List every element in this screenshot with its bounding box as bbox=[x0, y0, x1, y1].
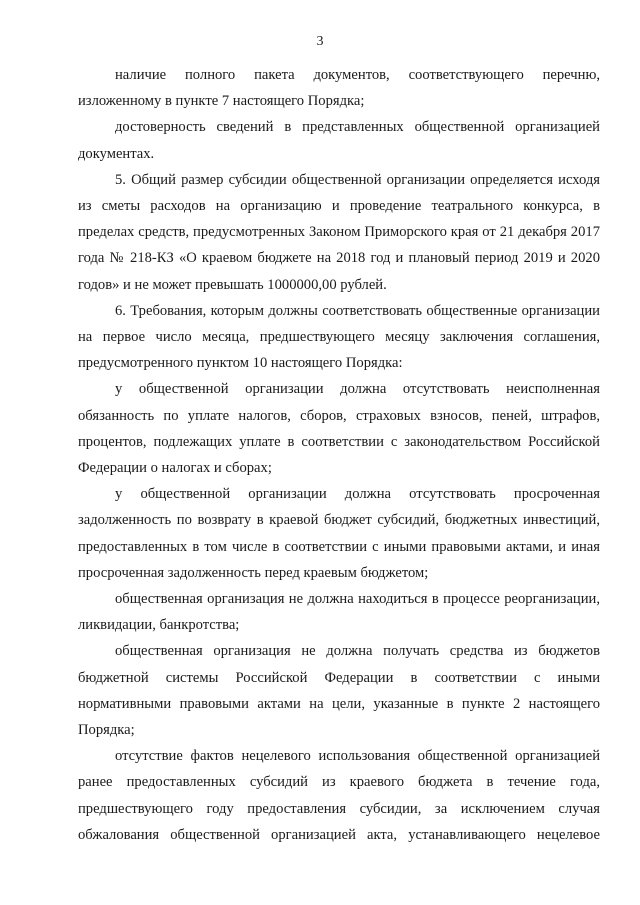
paragraph-no-overdue-debt: у общественной организации должна отсутствовать просроченная задолженность по возврату в краевой бюджет субсидий, бюджетных инвестиций, предоставленных в том числе в соответствии с иными правовыми актами, и иная просроченная задолженность перед краевым бюджетом; bbox=[78, 486, 600, 581]
paragraph-requirements-intro: 6. Требования, которым должны соответствовать общественные организации на первое число месяца, предшествующего месяцу заключения соглашения, предусмотренного пунктом 10 настоящего Порядка: bbox=[78, 302, 600, 372]
page-number: 3 bbox=[316, 34, 324, 49]
paragraph-subsidy-amount: 5. Общий размер субсидии общественной организации определяется исходя из сметы расходов на организацию и проведение театрального конкурса, в пределах средств, предусмотренных Законом Приморского края от 21 декабря 2017 года № 218-КЗ «О краевом бюджете на 2018 год и плановый период 2019 и 2020 годов» и не может превышать 1000000,00 рублей. bbox=[78, 171, 600, 293]
paragraph-no-misuse: отсутствие фактов нецелевого использования общественной организацией ранее предоставленных субсидий из краевого бюджета в течение года, предшествующего году предоставления субсидии, за исключением случая обжалования общественной организацией акта, устанавливающего нецелевое bbox=[78, 748, 600, 843]
paragraph-no-other-budget-funds: общественная организация не должна получать средства из бюджетов бюджетной системы Российской Федерации в соответствии с иными нормативными правовыми актами на цели, указанные в пункте 2 настоящего Порядка; bbox=[78, 643, 600, 739]
paragraph-documents-reliability: достоверность сведений в представленных общественной организацией документах. bbox=[78, 119, 600, 162]
paragraph-no-reorganization: общественная организация не должна находиться в процессе реорганизации, ликвидации, банкротства; bbox=[78, 591, 600, 634]
paragraph-no-tax-debt: у общественной организации должна отсутствовать неисполненная обязанность по уплате налогов, сборов, страховых взносов, пеней, штрафов, процентов, подлежащих уплате в соответствии с законодательством Российской Федерации о налогах и сборах; bbox=[78, 381, 600, 477]
paragraph-documents-package: наличие полного пакета документов, соответствующего перечню, изложенному в пункте 7 настоящего Порядка; bbox=[78, 67, 600, 110]
document-body bbox=[78, 62, 600, 848]
